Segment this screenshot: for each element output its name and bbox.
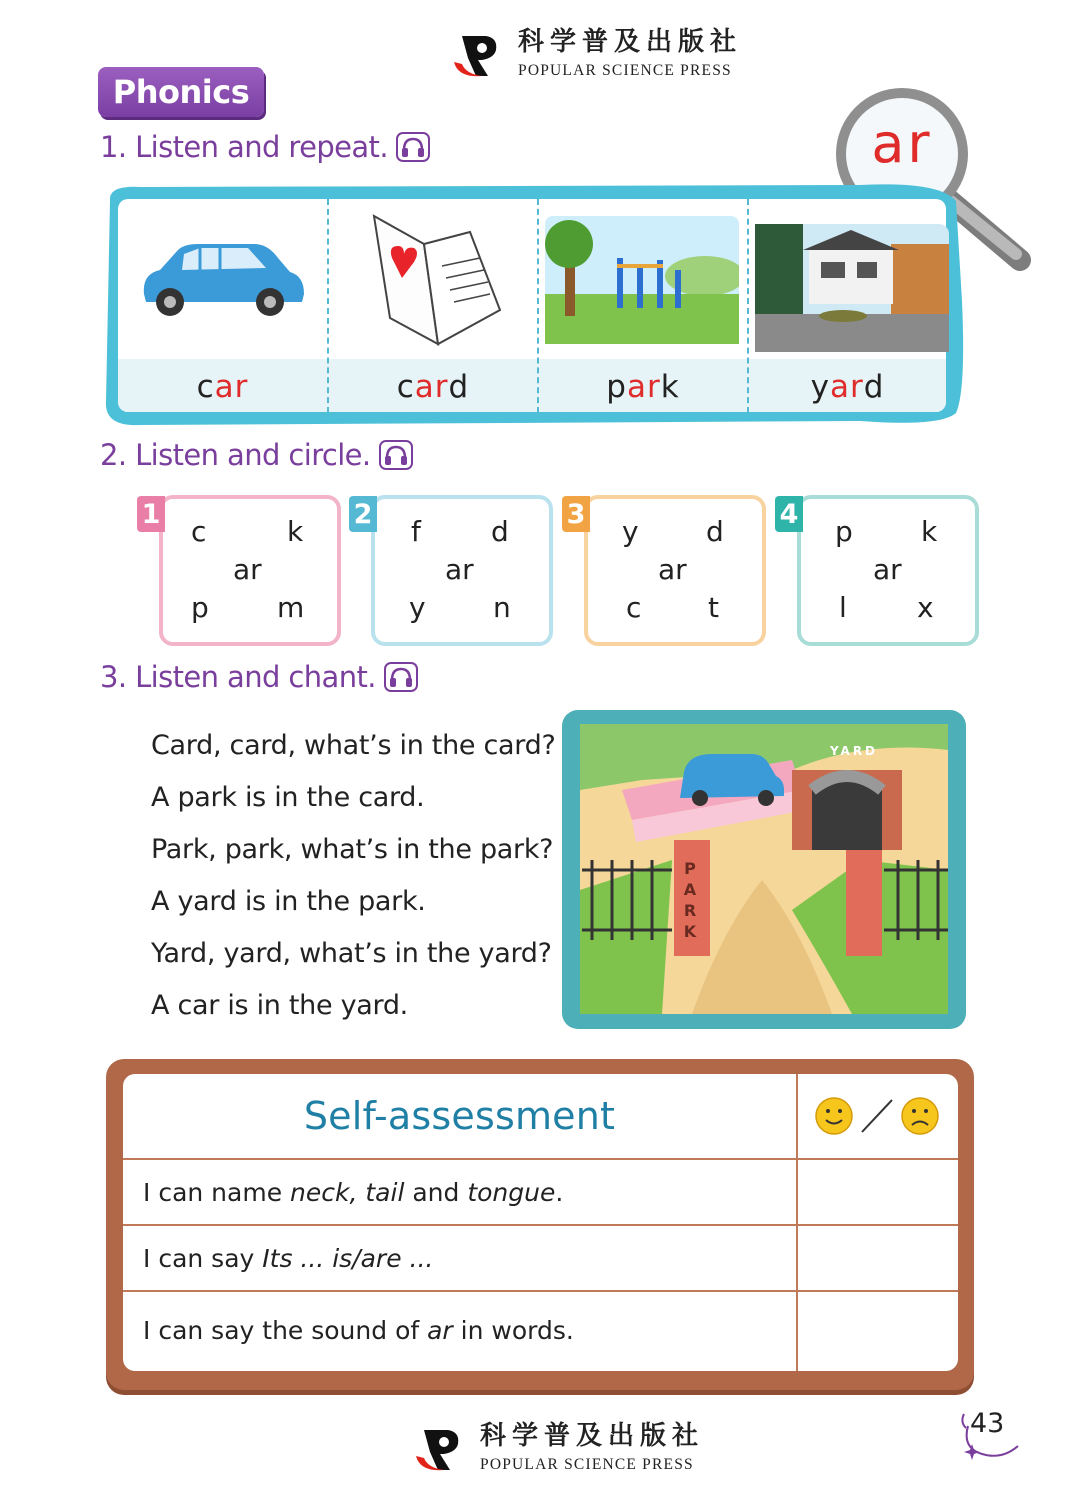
publisher-name-en: POPULAR SCIENCE PRESS bbox=[518, 62, 732, 80]
row-text: in words. bbox=[452, 1315, 574, 1345]
row-text: I can say bbox=[143, 1243, 263, 1273]
word-part: k bbox=[660, 369, 680, 405]
yard-sign: YARD bbox=[829, 744, 879, 758]
self-assessment-table bbox=[123, 1074, 958, 1371]
page-number bbox=[958, 1408, 1022, 1464]
row-text: I can name bbox=[143, 1177, 291, 1207]
letter[interactable]: n bbox=[493, 591, 511, 624]
assessment-row-1 bbox=[143, 1160, 563, 1224]
chant-line: Card, card, what’s in the card? bbox=[151, 730, 556, 761]
row-text-italic: tongue bbox=[467, 1177, 556, 1207]
phonics-badge: Phonics bbox=[98, 67, 264, 117]
chant-line: Yard, yard, what’s in the yard? bbox=[151, 938, 552, 969]
letter[interactable]: c bbox=[626, 591, 642, 624]
letter[interactable]: p bbox=[191, 591, 209, 624]
self-assessment-title: Self-assessment bbox=[303, 1094, 616, 1138]
self-assessment-panel bbox=[106, 1059, 974, 1390]
section-2-title bbox=[100, 438, 413, 472]
publisher-logo-bottom bbox=[414, 1422, 704, 1474]
chant-text bbox=[151, 720, 555, 1032]
circle-item-4[interactable] bbox=[779, 495, 979, 646]
section-3-title-text: 3. Listen and chant. bbox=[100, 660, 376, 694]
section-3-title bbox=[100, 660, 418, 694]
publisher-logo-top bbox=[452, 28, 742, 80]
row-text-italic: neck, tail bbox=[290, 1177, 405, 1207]
park-yard-illustration bbox=[562, 710, 966, 1029]
word-part: y bbox=[810, 369, 830, 405]
smile-frown-icon bbox=[814, 1094, 940, 1138]
park-image bbox=[545, 216, 739, 344]
circle-item-1[interactable] bbox=[141, 495, 341, 646]
word-part: c bbox=[196, 369, 215, 405]
letter[interactable]: k bbox=[921, 515, 938, 548]
section-1-title bbox=[100, 130, 430, 164]
card-image bbox=[362, 206, 502, 346]
item-number: 3 bbox=[562, 496, 590, 532]
letter-group: ar bbox=[873, 553, 902, 586]
word-part-highlight: ar bbox=[414, 369, 449, 405]
section-2-title-text: 2. Listen and circle. bbox=[100, 438, 371, 472]
assessment-row-2 bbox=[143, 1226, 433, 1290]
word-part: p bbox=[606, 369, 627, 405]
row-text: I can say the sound of bbox=[143, 1315, 428, 1345]
row-text: . bbox=[555, 1177, 564, 1207]
item-number: 4 bbox=[775, 496, 803, 532]
mood-header bbox=[796, 1074, 958, 1158]
word-part-highlight: ar bbox=[829, 369, 864, 405]
publisher-name-cn: 科学普及出版社 bbox=[518, 27, 743, 58]
assessment-row-3 bbox=[143, 1292, 574, 1368]
letter[interactable]: y bbox=[622, 515, 639, 548]
circle-item-2[interactable] bbox=[353, 495, 553, 646]
word-park bbox=[539, 361, 747, 413]
word-part: d bbox=[448, 369, 470, 405]
publisher-mark-icon bbox=[452, 28, 504, 80]
word-part-highlight: ar bbox=[626, 369, 661, 405]
letter[interactable]: t bbox=[708, 591, 719, 624]
row-text-italic: Its ... is/are ... bbox=[262, 1243, 434, 1273]
letter[interactable]: d bbox=[706, 515, 724, 548]
word-part: c bbox=[396, 369, 415, 405]
focus-sound: ar bbox=[871, 112, 933, 175]
word-part: d bbox=[863, 369, 885, 405]
park-sign: PARK bbox=[683, 859, 697, 941]
letter[interactable]: y bbox=[409, 591, 426, 624]
word-part-highlight: ar bbox=[214, 369, 249, 405]
chant-line: A yard is in the park. bbox=[151, 886, 426, 917]
letter[interactable]: x bbox=[917, 591, 934, 624]
chant-line: Park, park, what’s in the park? bbox=[151, 834, 554, 865]
letter[interactable]: d bbox=[491, 515, 509, 548]
letter[interactable]: f bbox=[411, 515, 421, 548]
row-text: and bbox=[404, 1177, 468, 1207]
word-car bbox=[118, 361, 327, 413]
yard-image bbox=[755, 224, 949, 352]
chant-line: A park is in the card. bbox=[151, 782, 425, 813]
publisher-name-en: POPULAR SCIENCE PRESS bbox=[480, 1456, 694, 1474]
item-number: 2 bbox=[349, 496, 377, 532]
word-yard bbox=[749, 361, 946, 413]
letter-group: ar bbox=[658, 553, 687, 586]
headphones-icon[interactable] bbox=[396, 132, 430, 162]
letter[interactable]: k bbox=[287, 515, 304, 548]
letter-group: ar bbox=[233, 553, 262, 586]
letter-group: ar bbox=[445, 553, 474, 586]
letter[interactable]: l bbox=[839, 591, 847, 624]
page-number-text: 43 bbox=[970, 1408, 1005, 1439]
headphones-icon[interactable] bbox=[384, 662, 418, 692]
item-number: 1 bbox=[137, 496, 165, 532]
car-image bbox=[138, 240, 306, 322]
letter[interactable]: m bbox=[277, 591, 305, 624]
publisher-mark-icon bbox=[414, 1422, 466, 1474]
section-1-title-text: 1. Listen and repeat. bbox=[100, 130, 388, 164]
publisher-name-cn: 科学普及出版社 bbox=[480, 1421, 705, 1452]
letter[interactable]: c bbox=[191, 515, 207, 548]
circle-item-3[interactable] bbox=[566, 495, 766, 646]
word-card bbox=[329, 361, 537, 413]
row-text-italic: ar bbox=[427, 1315, 453, 1345]
chant-line: A car is in the yard. bbox=[151, 990, 408, 1021]
letter[interactable]: p bbox=[835, 515, 853, 548]
headphones-icon[interactable] bbox=[379, 440, 413, 470]
